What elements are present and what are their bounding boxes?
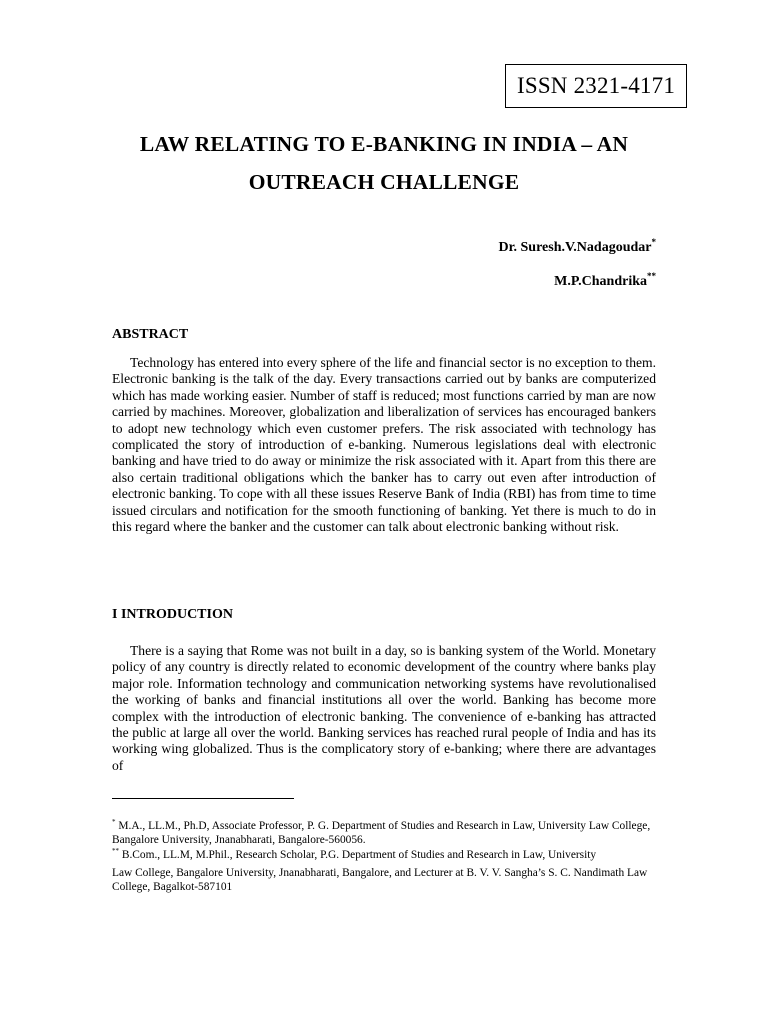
introduction-body: There is a saying that Rome was not built in a day, so is banking system of the World. Monetary policy of any country is directly related to economic development of the country where banks play major role. Information technology and communication networking systems have revolutionalised the working of banks and financial institutions all over the world. Banking has become more complex with the introduction of electronic banking. The convenience of e-banking has attracted the public at large all over the world. Banking services has reached rural people of India and has its working wing globalized. Thus is the complicatory story of e-banking; where there are advantages of [112,643,656,773]
footnote-2-continued [112,867,660,895]
footnote-1 [112,820,660,848]
footnote-1-text: M.A., LL.M., Ph.D, Associate Professor, P. G. Department of Studies and Research in Law, University Law College, Bangalore University, Jnanabharati, Bangalore-560056. [112,820,651,846]
footnote-1-mark: * [112,818,116,826]
author-1-name: Dr. Suresh.V.Nadagoudar [498,240,652,255]
title-line-1: LAW RELATING TO E-BANKING IN INDIA – AN [139,132,629,156]
footnote-2-continued-text: Law College, Bangalore University, Jnanabharati, Bangalore, and Lecturer at B. V. V. Sangha’s S. C. Nandimath Law College, Bagalkot-587101 [112,867,648,893]
author-1 [498,237,656,256]
introduction-heading: I INTRODUCTION [112,607,233,622]
abstract-heading: ABSTRACT [112,327,189,342]
footnote-2-mark: ** [112,847,119,855]
issn-label: ISSN 2321-4171 [516,73,676,98]
title-line-2: OUTREACH CHALLENGE [248,170,520,194]
author-2 [554,271,656,290]
author-2-name: M.P.Chandrika [554,274,647,289]
footnote-2 [112,849,660,863]
abstract-body: Technology has entered into every sphere of the life and financial sector is no exception to them. Electronic banking is the talk of the day. Every transactions carried out by banks are computerized which has made working easier. Number of staff is reduced; most functions carried by man are now carried by machines. Moreover, globalization and liberalization of services has encouraged bankers to adopt new technology which even customer prefers. The risk associated with technology has complicated the story of introduction of e-banking. Numerous legislations deal with electronic banking and have tried to do away or minimize the risk associated with it. Apart from this there are also certain traditional obligations which the banker has to carry out even after introduction of electronic banking. To cope with all these issues Reserve Bank of India (RBI) has from time to time issued circulars and notification for the smooth functioning of banking. Yet there is much to do in this regard where the banker and the customer can talk about electronic banking without risk. [112,355,656,535]
author-1-footnote-mark: * [651,237,656,247]
footnote-separator [112,798,294,799]
author-2-footnote-mark: ** [647,271,656,281]
paper-title [40,125,728,201]
issn-box [505,64,687,108]
footnote-2-text: B.Com., LL.M, M.Phil., Research Scholar, P.G. Department of Studies and Research in Law, University [119,849,597,861]
